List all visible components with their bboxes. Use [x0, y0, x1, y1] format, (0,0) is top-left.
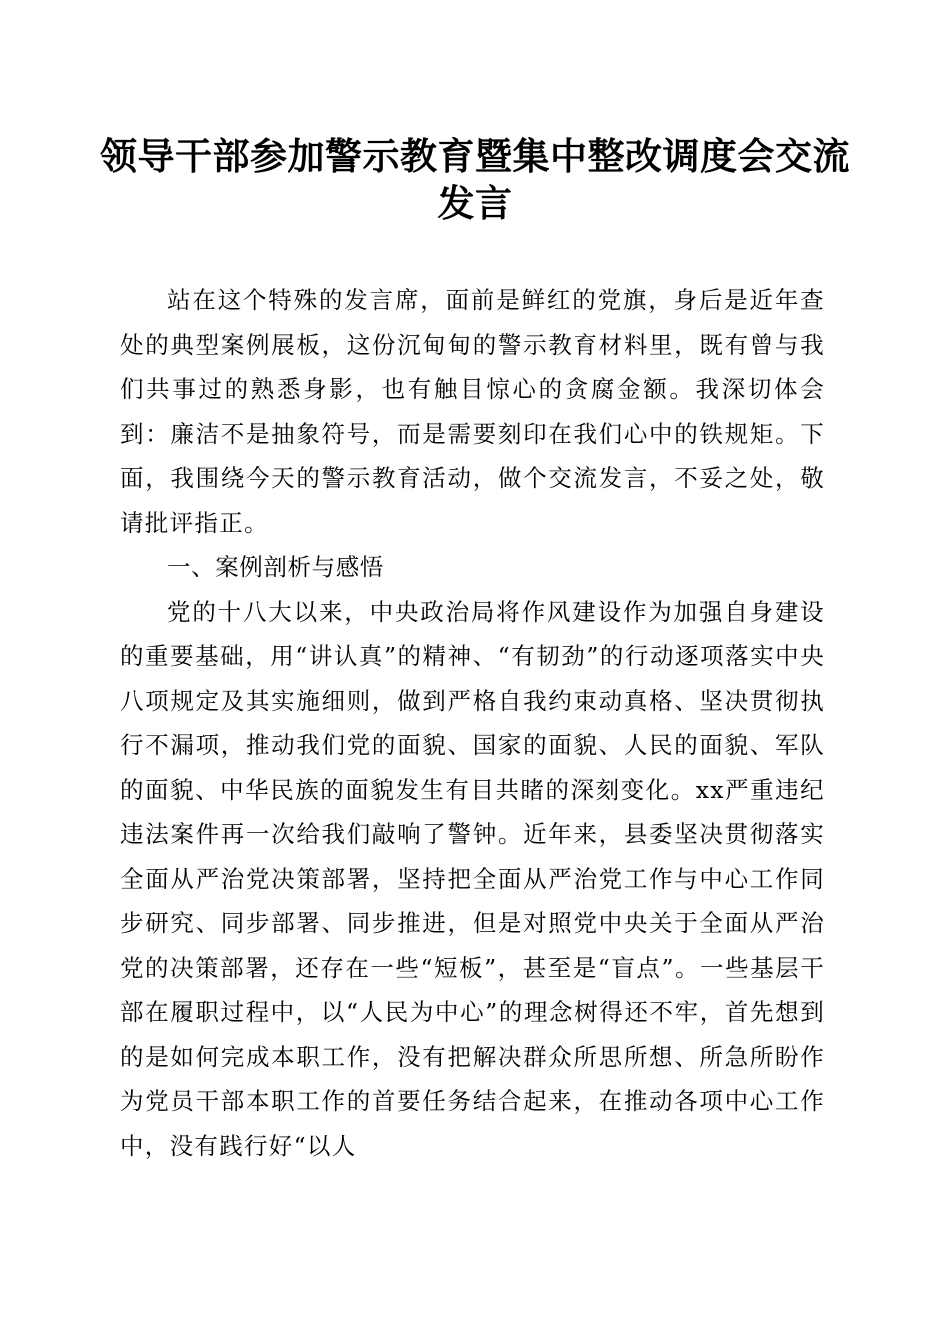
document-title [100, 133, 850, 227]
document-body [120, 278, 825, 1168]
title-line-1: 领导干部参加警示教育暨集中整改调度会交流 [100, 134, 850, 178]
section-heading: 一、案例剖析与感悟 [167, 553, 384, 581]
section-paragraph: 党的十八大以来，中央政治局将作风建设作为加强自身建设的重要基础，用“讲认真”的精神、“有韧劲”的行动逐项落实中央八项规定及其实施细则，做到严格自我约束动真格、坚决贯彻执行不漏项，推动我们党的面貌、国家的面貌、人民的面貌、军队的面貌、中华民族的面貌发生有目共睹的深刻变化。xx严重违纪违法案件再一次给我们敲响了警钟。近年来，县委坚决贯彻落实全面从严治党决策部署，坚持把全面从严治党工作与中心工作同步研究、同步部署、同步推进，但是对照党中央关于全面从严治党的决策部署，还存在一些“短板”，甚至是“盲点”。一些基层干部在履职过程中，以“人民为中心”的理念树得还不牢，首先想到的是如何完成本职工作，没有把解决群众所思所想、所急所盼作为党员干部本职工作的首要任务结合起来，在推动各项中心工作中，没有践行好“以人 [120, 597, 825, 1160]
title-line-2: 发言 [437, 181, 513, 225]
intro-paragraph: 站在这个特殊的发言席，面前是鲜红的党旗，身后是近年查处的典型案例展板，这份沉甸甸的警示教育材料里，既有曾与我们共事过的熟悉身影，也有触目惊心的贪腐金额。我深切体会到：廉洁不是抽象符号，而是需要刻印在我们心中的铁规矩。下面，我围绕今天的警示教育活动，做个交流发言，不妥之处，敬请批评指正。 [120, 286, 825, 537]
